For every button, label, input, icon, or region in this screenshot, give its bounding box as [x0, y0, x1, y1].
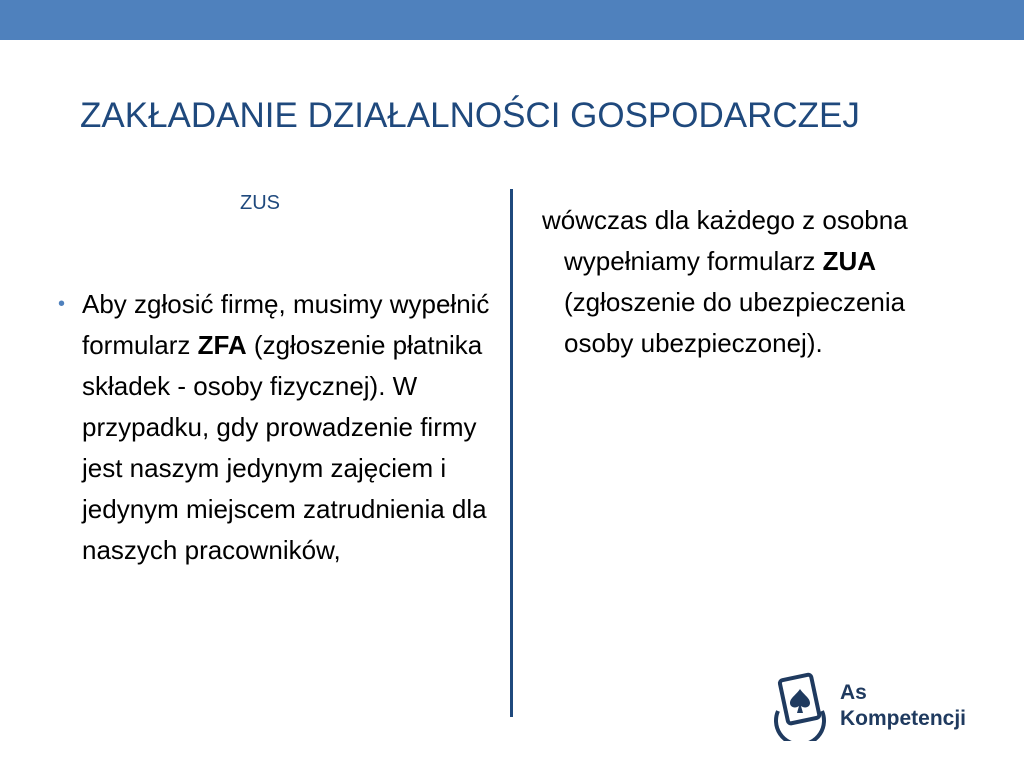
bullet-item	[58, 284, 503, 571]
bullet-icon: •	[58, 293, 66, 315]
right-text-before: wówczas dla każdego z osobna wypełniamy formularz	[542, 205, 908, 276]
column-divider	[510, 189, 513, 717]
right-bold-term: ZUA	[822, 246, 877, 276]
column-heading-zus: ZUS	[240, 192, 280, 214]
right-text-after: (zgłoszenie do ubezpieczenia osoby ubezpieczonej).	[564, 287, 906, 358]
card-spade-icon	[768, 671, 832, 741]
slide-title: ZAKŁADANIE DZIAŁALNOŚCI GOSPODARCZEJ	[80, 96, 860, 135]
logo-line-1: As	[840, 681, 867, 704]
logo	[768, 670, 998, 742]
left-column-text	[58, 284, 503, 571]
top-accent-bar	[0, 0, 1024, 40]
logo-text	[840, 680, 966, 732]
bullet-text	[82, 284, 503, 571]
right-paragraph	[542, 200, 942, 364]
right-column-text	[542, 200, 942, 364]
logo-line-2: Kompetencji	[840, 707, 967, 730]
left-text-before: Aby zgłosić firmę, musimy wypełnić formularz	[82, 289, 490, 360]
left-bold-term: ZFA	[197, 330, 247, 360]
left-text-after: (zgłoszenie płatnika składek - osoby fizycznej). W przypadku, gdy prowadzenie firmy jest naszym jedynym zajęciem i jedynym miejscem zatrudnienia dla naszych pracowników,	[82, 330, 487, 565]
